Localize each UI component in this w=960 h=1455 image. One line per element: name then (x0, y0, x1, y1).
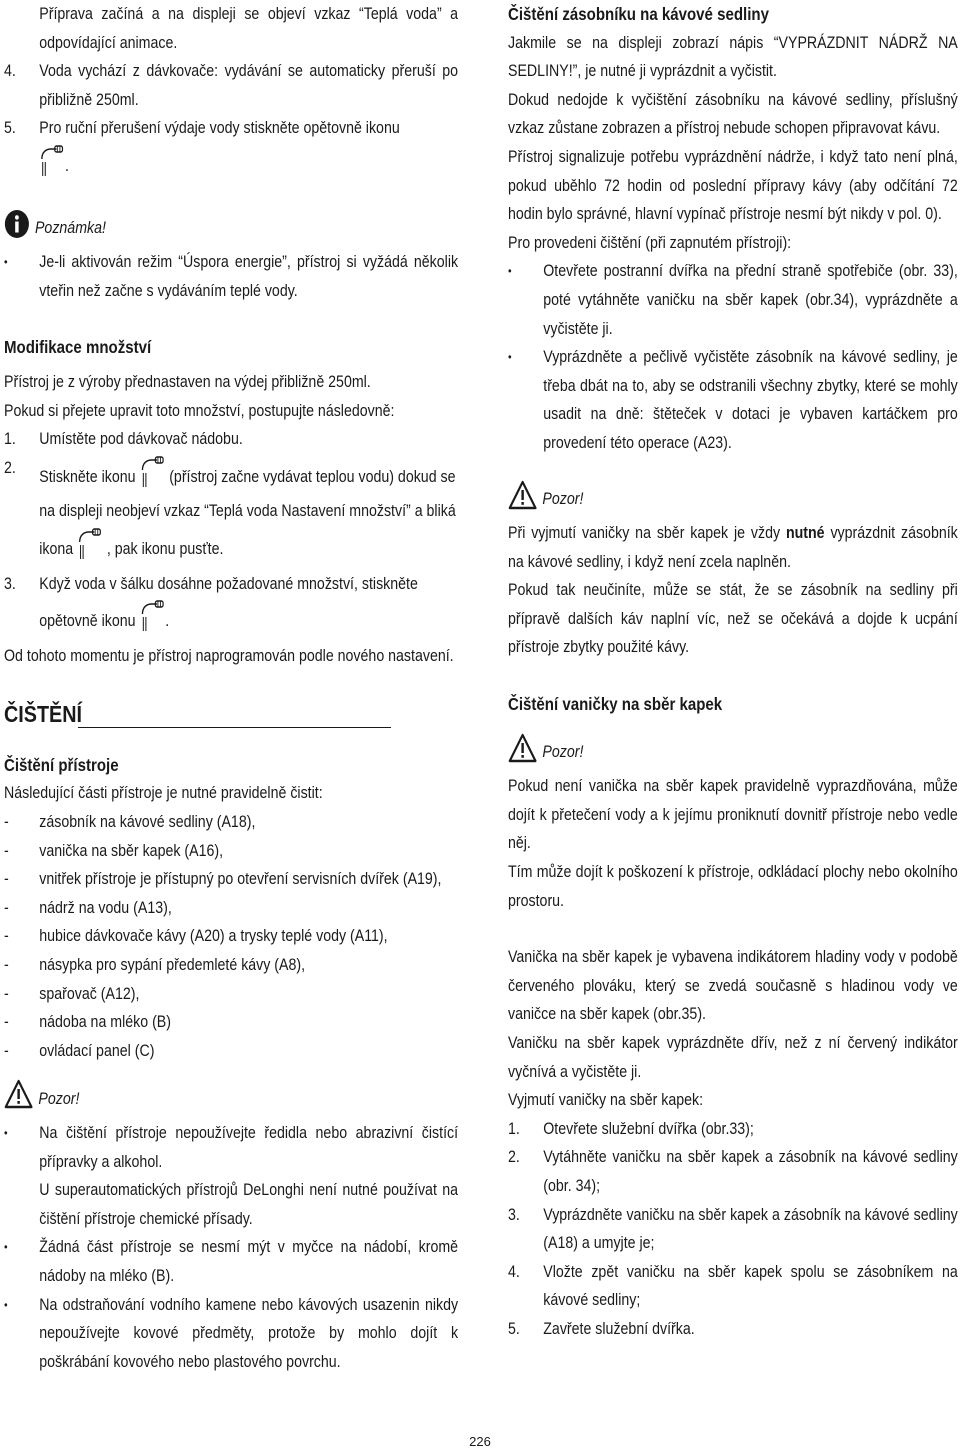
step-text: Vyprázdněte vaničku na sběr kapek a zásobník na kávové sedliny (A18) a umyjte je; (543, 1205, 958, 1253)
right-column (508, 0, 958, 1344)
section-heading-modification: Modifikace množství (4, 337, 152, 358)
bullet: • (4, 1297, 8, 1312)
list-item-text: hubice dávkovače kávy (A20) a trysky teplé vody (A11), (39, 927, 388, 946)
bullet: • (4, 1126, 8, 1140)
dash-marker: - (4, 956, 9, 975)
paragraph: Pokud tak neučiníte, může se stát, že se zásobník na sedliny při přípravě dalších káv naplní víc, než se očekává a dojde k ucpání přístroje zbytky použité kávy. (508, 581, 958, 657)
paragraph: Následující části přístroje je nutné pravidelně čistit: (4, 784, 323, 803)
caution-text: Na čištění přístroje nepoužívejte ředidla nebo abrazivní čistící přípravky a alkohol. (39, 1124, 459, 1171)
note-title: Poznámka! (34, 219, 106, 238)
dash-marker: - (4, 1013, 9, 1032)
step-text: , pak ikonu pusťte. (106, 539, 224, 558)
list-item-text: nádrž na vodu (A13), (39, 898, 172, 917)
caution-title: Pozor! (542, 743, 584, 762)
step-text-end: . (65, 156, 70, 175)
hot-water-icon (39, 143, 65, 187)
warning-triangle-icon (4, 1079, 33, 1119)
bullet-text: Otevřete postranní dvířka na přední straně spotřebiče (obr. 33), poté vytáhněte vaničku na sběr kapek (obr.34), vyprázdněte a vyčistěte ji. (543, 262, 958, 338)
intro-text: Příprava začíná a na displeji se objeví vzkaz “Teplá voda” a odpovídající animace. (39, 5, 459, 52)
caution-bullet (4, 1291, 458, 1377)
heading-rule (78, 727, 391, 728)
paragraph: Přístroj signalizuje potřebu vyprázdnění nádrže, i když tato není plná, pokud uběhlo 72 hodin od poslední přípravy kávy (aby odčítání 72 hodin bylo správné, hlavní vypínač přístroje nesmí být nikdy v pol. 0). (508, 147, 958, 224)
list-item (4, 808, 458, 837)
caution-text: vyprázdnit zásobník na kávové sedliny, i když není zcela naplněn. (508, 524, 958, 571)
paragraph: Vaničku na sběr kapek vyprázdněte dřív, než z ní červený indikátor vyčnívá a vyčistěte ji. (508, 1034, 958, 1081)
list-item (4, 865, 458, 894)
list-item (4, 980, 458, 1009)
list-item (4, 922, 458, 951)
mod-step-1 (4, 425, 458, 454)
dash-marker: - (4, 898, 9, 917)
step-number: 2. (4, 458, 16, 477)
list-item (4, 1008, 458, 1037)
step-number: 4. (508, 1262, 520, 1281)
bullet: • (508, 264, 512, 279)
note-bullet (4, 248, 458, 305)
list-item (508, 1143, 958, 1200)
caution-title: Pozor! (38, 1089, 80, 1108)
step-text: Zavřete služební dvířka. (543, 1319, 695, 1338)
warning-triangle-icon (508, 733, 537, 773)
caution-header (508, 733, 958, 773)
step-5 (4, 114, 458, 186)
caution-text: Žádná část přístroje se nesmí mýt v myčce na nádobí, kromě nádoby na mléko (B). (39, 1238, 459, 1285)
step-text: Stiskněte ikonu (39, 467, 136, 486)
step-number: 2. (508, 1148, 520, 1167)
caution-text: U superautomatických přístrojů DeLonghi není nutné používat na čištění přístroje chemické přísady. (39, 1181, 459, 1228)
caution-title: Pozor! (542, 490, 584, 508)
section-heading-cleaning (4, 692, 458, 729)
dash-marker: - (4, 841, 9, 860)
list-item (508, 1115, 958, 1144)
mod-step-2 (4, 454, 458, 570)
warning-triangle-icon (508, 480, 537, 520)
dash-marker: - (4, 927, 9, 946)
dash-marker: - (4, 984, 9, 1003)
step-text: Umístěte pod dávkovač nádobu. (39, 430, 243, 449)
caution-emphasis: nutné (785, 524, 825, 543)
step-number: 1. (508, 1119, 520, 1138)
list-item (508, 1201, 958, 1258)
paragraph: Tím může dojít k poškození k přístroje, odkládací plochy nebo okolního prostoru. (508, 863, 958, 910)
step-text: Otevřete služební dvířka (obr.33); (543, 1119, 754, 1138)
dash-marker: - (4, 813, 9, 832)
list-item (4, 951, 458, 980)
hot-water-icon (139, 598, 165, 642)
step-number: 3. (4, 574, 16, 593)
paragraph: Pokud si přejete upravit toto množství, postupujte následovně: (4, 401, 395, 420)
bullet: • (4, 1240, 8, 1255)
subsection-heading: Čištění přístroje (4, 754, 119, 775)
list-item-text: zásobník na kávové sedliny (A18), (39, 813, 256, 832)
paragraph: Vyjmutí vaničky na sběr kapek: (508, 1091, 704, 1110)
paragraph: Od tohoto momentu je přístroj naprogramován podle nového nastavení. (4, 646, 454, 665)
left-column (4, 0, 458, 1376)
caution-paragraph (508, 519, 958, 576)
dash-marker: - (4, 870, 9, 889)
bullet: • (508, 350, 512, 365)
list-item-text: vanička na sběr kapek (A16), (39, 841, 224, 860)
paragraph: Vanička na sběr kapek je vybavena indikátorem hladiny vody v podobě červeného plováku, který se zvedá současně s hladinou vody ve vaničce na sběr kapek (obr.35). (508, 948, 958, 1024)
caution-bullet (4, 1119, 458, 1233)
paragraph: Jakmile se na displeji zobrazí nápis “VYPRÁZDNIT NÁDRŽ NA SEDLINY!”, je nutné ji vyprázdnit a vyčistit. (508, 33, 958, 81)
step-number: 1. (4, 430, 16, 449)
step-text: Vytáhněte vaničku na sběr kapek a zásobník na kávové sedliny (obr. 34); (543, 1148, 958, 1195)
cleaning-parts-list (4, 808, 458, 1065)
grounds-bullet (508, 343, 958, 457)
step-number: 5. (508, 1319, 520, 1338)
list-item (4, 894, 458, 923)
caution-text: Při vyjmutí vaničky na sběr kapek je vždy (508, 524, 786, 543)
list-item (508, 1315, 958, 1344)
step-text: Vložte zpět vaničku na sběr kapek spolu se zásobníkem na kávové sedliny; (543, 1262, 958, 1310)
intro-paragraph (4, 0, 458, 57)
note-header (4, 209, 458, 249)
step-number: 5. (4, 119, 16, 138)
caution-header (508, 480, 958, 520)
step-text: Pro ruční přerušení výdaje vody stiskněte opětovně ikonu (39, 119, 400, 138)
page-number: 226 (469, 1434, 491, 1449)
step-number: 4. (4, 62, 16, 81)
list-item-text: vnitřek přístroje je přístupný po otevření servisních dvířek (A19), (39, 870, 442, 889)
paragraph: Pokud není vanička na sběr kapek pravidelně vyprazdňována, může dojít k přetečení vody a k jejímu proniknutí dovnitř přístroje nebo vedle něj. (508, 777, 958, 853)
step-text: Voda vychází z dávkovače: vydávání se automaticky přeruší po přibližně 250ml. (39, 62, 459, 109)
paragraph: Pro provedeni čištění (při zapnutém přístroji): (508, 233, 792, 252)
list-item (4, 1037, 458, 1066)
caution-text: Na odstraňování vodního kamene nebo kávových usazenin nikdy nepoužívejte kovové předměty, protože by mohlo dojít k poškrábání kovového nebo plastového povrchu. (39, 1295, 459, 1371)
bullet-text: Vyprázdněte a pečlivě vyčistěte zásobník na kávové sedliny, je třeba dbát na to, aby se odstranili všechny zbytky, které se mohly usadit na dně: štěteček v dotaci je vybaven kartáčkem pro provedení této operace (A23). (543, 348, 958, 452)
list-item-text: ovládací panel (C) (39, 1041, 155, 1060)
tray-steps-list (508, 1115, 958, 1344)
caution-bullet (4, 1233, 458, 1290)
step-4 (4, 57, 458, 114)
subsection-heading: Čištění zásobníku na kávové sedliny (508, 4, 769, 24)
step-number: 3. (508, 1205, 520, 1224)
list-item (508, 1258, 958, 1315)
subsection-heading: Čištění vaničky na sběr kapek (508, 694, 723, 715)
hot-water-icon (77, 526, 103, 570)
note-text: Je-li aktivován režim “Úspora energie”, přístroj si vyžádá několik vteřin než začne s vydáváním teplé vody. (39, 253, 459, 300)
list-item-text: nádoba na mléko (B) (39, 1013, 172, 1032)
list-item-text: násypka pro sypání předemleté kávy (A8), (39, 956, 306, 975)
hot-water-icon (139, 454, 165, 498)
section-title-text: ČIŠTĚNÍ (4, 701, 83, 728)
dash-marker: - (4, 1041, 9, 1060)
step-text: Když voda v šálku dosáhne požadované množství, stiskněte opětovně ikonu (39, 574, 418, 631)
bullet: • (4, 255, 8, 270)
grounds-bullet (508, 257, 958, 343)
mod-step-3 (4, 570, 458, 642)
paragraph: Dokud nedojde k vyčištění zásobníku na kávové sedliny, příslušný vzkaz zůstane zobrazen a přístroj nebude schopen připravovat kávu. (508, 90, 958, 138)
list-item-text: spařovač (A12), (39, 984, 140, 1003)
paragraph: Přístroj je z výroby přednastaven na výdej přibližně 250ml. (4, 372, 371, 391)
step-text-end: . (165, 612, 170, 631)
list-item (4, 837, 458, 866)
caution-header (4, 1079, 458, 1119)
step-text: (přístroj začne vydávat teplou vodu) dokud se na displeji neobjeví vzkaz “Teplá voda Nastavení množství” a bliká ikona (39, 467, 456, 558)
info-icon (4, 209, 30, 249)
